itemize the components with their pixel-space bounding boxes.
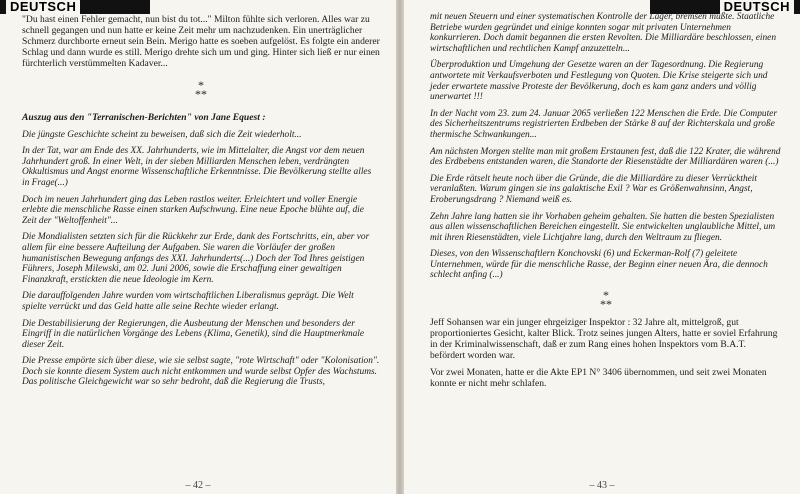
- header-title: DEUTSCH: [720, 0, 794, 14]
- excerpt-paragraph: Die jüngste Geschichte scheint zu beweisen, daß sich die Zeit wiederholt...: [22, 129, 302, 140]
- excerpt-paragraph: Am nächsten Morgen stellte man mit großem Erstaunen fest, daß die 122 Krater, die während des Erdbebens entstanden waren, die Standorte der Riesenstädte der Milliardären waren (...): [430, 146, 781, 168]
- excerpt-paragraph: Die Destabilisierung der Regierungen, die Ausbeutung der Menschen und besonders der Eingriff in die natürlichen Vorgänge des Lebens (Klima, Genetik), sind die Hauptmerkmale dieser Zeit.: [22, 318, 365, 350]
- section-separator: * **: [195, 78, 207, 101]
- excerpt-paragraph: Zehn Jahre lang hatten sie ihr Vorhaben geheim gehalten. Sie hatten die besten Spezialisten aus allen wissenschaftlichen Bereichen eingestellt. Sie entwickelten unglaubliche Mittel, um mit ihren Riesenstädten, viele Lichtjahre lang, durch den Weltraum zu fliegen.: [430, 211, 776, 243]
- right-page-content: [430, 12, 782, 395]
- story-paragraph: "Du hast einen Fehler gemacht, nun bist du tot..." Milton fühlte sich verloren. Alles war zu schnell gegangen und nun hatte er keine Zeit mehr um nachzudenken. Ein unerträglicher Schmerz durchborte erneut sein Bein. Merigo hatte es soeben aufgelöst. Es folgte ein anderer Schlag und dann wurde es still. Merigo drehte sich um und ging. Hinter sich ließ er nur einen fürchterlich verstümmelten Kadaver...: [22, 14, 380, 69]
- excerpt-paragraph: Dieses, von den Wissenschaftlern Konchovski (6) und Eckerman-Rolf (7) geleitete Unternehmen, würde für die menschliche Rasse, der Beginn einer neuen Ära, die dennoch schlecht anfing (...): [430, 249, 768, 281]
- excerpt-paragraph: Die Presse empörte sich über diese, wie sie selbst sagte, "rote Wirtschaft" oder "Kolonisation". Doch sie konnte diesem System auch nicht entkommen und wurde selbst Opfer des Wachstums. Das politische Gleichgewicht war so sehr bedroht, daß die Regierung die Trusts,: [22, 356, 380, 388]
- excerpt-title: Auszug aus den "Terranischen-Berichten" von Jane Equest :: [22, 112, 266, 123]
- excerpt-paragraph: mit neuen Steuern und einer systematischen Kontrolle der Lager, bremsen mußte. Staatliche Betriebe wurden gegründet und einige konnten sogar mit privaten Unternehmen konkurrieren. Doch damit begannen die ersten Revolten. Die Milliardäre beschlossen, einen wirtschaftlichen und rechtlichen Kampf anzuzetteln...: [430, 12, 777, 54]
- story-paragraph: Jeff Sohansen war ein junger ehrgeiziger Inspektor : 32 Jahre alt, mittelgroß, gut proportioniertes Gesicht, kalter Blick. Trotz seines jungen Alters, hatte er soviel Erfahrung in der Kriminalwissenschaft, daß er zum Rang eines hohen Inspektors vom B.A.T. befördert worden war.: [430, 317, 778, 362]
- book-gutter: [396, 0, 404, 494]
- story-paragraph: Vor zwei Monaten, hatte er die Akte EP1 N° 3406 übernommen, und seit zwei Monaten konnte er nicht mehr schlafen.: [430, 367, 767, 390]
- excerpt-paragraph: Die darauffolgenden Jahre wurden vom wirtschaftlichen Liberalismus geprägt. Die Welt spielte verrückt und das Geld hatte alle seine Rechte wieder erlangt.: [22, 291, 354, 312]
- excerpt-paragraph: In der Nacht vom 23. zum 24. Januar 2065 verließen 122 Menschen die Erde. Die Computer des Sicherheitszentrums registrierten Erdbeben der Stärke 8 auf der Richterskala und große thermische Schwankungen...: [430, 108, 777, 140]
- excerpt-paragraph: Doch im neuen Jahrhundert ging das Leben rastlos weiter. Erleichtert und voller Energie erlebte die menschliche Rasse einen starken Aufschwung. Eine neue Epoche blühte auf, die Zeit der "Weltoffenheit"...: [22, 194, 364, 226]
- page-number: – 43 –: [589, 480, 615, 491]
- header-title: DEUTSCH: [6, 0, 80, 14]
- excerpt-paragraph: In der Tat, war am Ende des XX. Jahrhunderts, wie im Mittelalter, die Angst vor dem neuen Jahrhundert groß. In einer Welt, in der sieben Milliarden Menschen leben, verdrängten Okkultismus und Angst enorme Wissenschaftliche Erkenntnisse. Die Bevölkerung stellte alles in Frage(...): [22, 146, 372, 188]
- section-separator: * **: [600, 288, 612, 312]
- left-page-content: [22, 14, 380, 394]
- excerpt-paragraph: Überproduktion und Umgehung der Gesetze waren an der Tagesordnung. Die Regierung antwortete mit Verkaufsverboten und Festlegung von Quoten. Die Krise steigerte sich und jeder erwartete massive Proteste der Bevölkerung, doch es kam ganz anders und völlig unerwartet !!!: [430, 60, 768, 103]
- excerpt-paragraph: Die Erde rätselt heute noch über die Gründe, die die Milliardäre zu dieser Verrücktheit veranlaßten. Warum gingen sie ins galaktische Exil ? War es Größenwahnsinn, Angst, Eroberungsdrang ? Niemand weiß es.: [430, 173, 758, 205]
- left-page: [0, 0, 396, 494]
- excerpt-paragraph: Die Mondialisten setzten sich für die Rückkehr zur Erde, dank des Fortschritts, ein, aber vor allem für eine bessere Aufteilung der Aufgaben. Sie waren die Vorläufer der großen humanistischen Bewegung anfangs des XXI. Jahrhunderts(...) Doch der Tod Ihres geistigen Führers, Joseph Milewski, am 02. Juni 2006, sowie die Erschaffung einer gewaltigen Finanzkraft, erstickten die neue Ideologie im Kern.: [22, 232, 370, 285]
- right-page: [404, 0, 800, 494]
- page-number: – 42 –: [185, 480, 211, 491]
